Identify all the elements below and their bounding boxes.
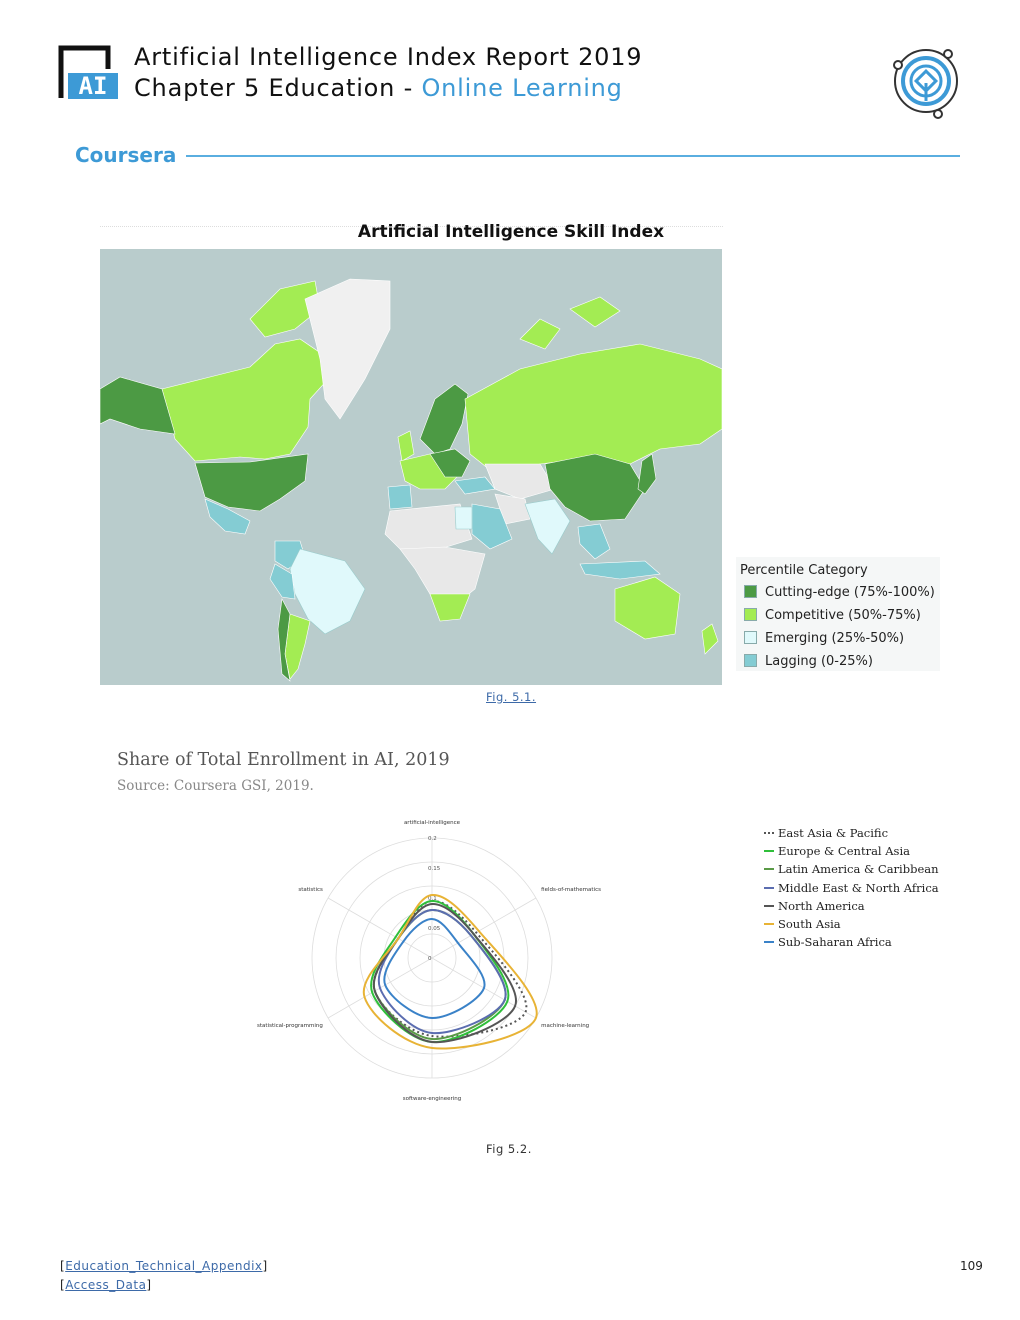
radar-legend-label: North America — [778, 898, 865, 913]
legend-label: Cutting-edge (75%-100%) — [765, 585, 935, 600]
legend-title: Percentile Category — [740, 563, 868, 578]
legend-label: Competitive (50%-75%) — [765, 608, 921, 623]
legend-item-emerging — [744, 630, 904, 648]
radar-legend-swatch — [764, 832, 774, 834]
map-region-turkey — [455, 477, 495, 494]
footer-link-data: [Access_Data] — [60, 1278, 152, 1292]
radar-legend — [764, 826, 954, 956]
map-region-india — [525, 499, 570, 554]
radar-series-line — [379, 910, 506, 1033]
radar-legend-label: Latin America & Caribbean — [778, 862, 939, 877]
legend-item-cutting-edge — [744, 584, 935, 602]
legend-item-competitive — [744, 607, 921, 625]
map-region-central-asia — [485, 464, 555, 499]
radar-legend-swatch — [764, 923, 774, 925]
world-map-graphic — [100, 249, 722, 685]
radar-axis-label: fields-of-mathematics — [541, 887, 601, 893]
map-region-canada — [162, 339, 330, 461]
radar-legend-swatch — [764, 905, 774, 907]
radar-axis-label: machine-learning — [541, 1023, 590, 1029]
radar-legend-label: East Asia & Pacific — [778, 826, 889, 840]
radar-legend-item — [764, 881, 939, 895]
map-region-alaska — [100, 377, 175, 434]
map-legend — [736, 557, 940, 671]
world-map — [100, 249, 722, 685]
chart-source: Source: Coursera GSI, 2019. — [117, 778, 314, 794]
radar-legend-item — [764, 826, 888, 840]
map-region-new-zealand — [702, 624, 718, 654]
report-title: Artificial Intelligence Index Report 2019 — [134, 43, 643, 71]
radar-series-line — [374, 904, 516, 1042]
radar-legend-swatch — [764, 850, 774, 852]
radar-legend-swatch — [764, 887, 774, 889]
map-region-iberia — [388, 485, 412, 509]
access-data-link[interactable]: Access_Data — [65, 1278, 147, 1292]
map-region-arctic-islands — [520, 319, 560, 349]
legend-label: Lagging (0-25%) — [765, 654, 873, 669]
radar-legend-label: Middle East & North Africa — [778, 880, 939, 895]
radar-tick-label: 0.2 — [428, 836, 437, 842]
chapter-prefix: Chapter 5 Education - — [134, 74, 422, 102]
map-title: Artificial Intelligence Skill Index — [357, 222, 665, 242]
section-divider — [186, 155, 960, 157]
radar-tick-label: 0.1 — [428, 896, 437, 902]
figure-caption-5-2: Fig 5.2. — [486, 1142, 532, 1156]
legend-item-lagging — [744, 653, 873, 671]
legend-swatch — [744, 585, 757, 598]
map-region-scandinavia — [420, 384, 468, 454]
chart-title: Share of Total Enrollment in AI, 2019 — [117, 750, 450, 770]
education-chapter-emblem-icon — [888, 43, 964, 119]
map-region-arctic-islands-east — [570, 297, 620, 327]
radar-series-line — [364, 895, 537, 1049]
radar-legend-item — [764, 917, 841, 931]
map-region-egypt — [455, 507, 472, 529]
radar-legend-label: Sub-Saharan Africa — [778, 935, 892, 950]
radar-tick-label: 0.05 — [428, 926, 441, 932]
map-region-indonesia — [580, 561, 660, 579]
radar-legend-swatch — [764, 868, 774, 870]
map-region-southeast-asia — [578, 524, 610, 559]
radar-legend-item — [764, 935, 892, 949]
radar-legend-label: South Asia — [778, 917, 841, 931]
page-number: 109 — [960, 1259, 983, 1273]
ai-index-logo-icon — [58, 45, 120, 101]
map-region-uk — [398, 431, 414, 461]
radar-axis-label: software-engineering — [402, 1096, 462, 1102]
map-region-australia — [615, 577, 680, 639]
footer-link-appendix: [Education_Technical_Appendix] — [60, 1259, 268, 1273]
radar-axis-label: statistics — [298, 887, 323, 893]
legend-swatch — [744, 631, 757, 644]
radar-tick-label: 0.15 — [428, 866, 441, 872]
figure-caption-5-1[interactable]: Fig. 5.1. — [486, 690, 537, 704]
technical-appendix-link[interactable]: Education_Technical_Appendix — [65, 1259, 263, 1273]
radar-legend-item — [764, 862, 939, 876]
radar-legend-item — [764, 844, 910, 858]
legend-swatch — [744, 654, 757, 667]
radar-axis-label: artificial-intelligence — [403, 820, 461, 826]
legend-swatch — [744, 608, 757, 621]
radar-legend-item — [764, 899, 865, 913]
radar-tick-label: 0 — [428, 956, 432, 962]
map-region-south-africa — [430, 594, 470, 621]
radar-legend-swatch — [764, 941, 774, 943]
map-region-japan — [638, 454, 656, 494]
legend-label: Emerging (25%-50%) — [765, 631, 905, 646]
radar-axis-label: statistical-programming — [257, 1023, 323, 1029]
radar-chart — [250, 800, 620, 1125]
radar-legend-label: Europe & Central Asia — [778, 844, 910, 859]
chapter-title — [134, 74, 623, 102]
logo-text: AI — [78, 72, 108, 100]
section-title: Coursera — [75, 143, 177, 167]
chapter-subtitle: Online Learning — [421, 74, 623, 102]
map-region-greenland — [305, 279, 390, 419]
